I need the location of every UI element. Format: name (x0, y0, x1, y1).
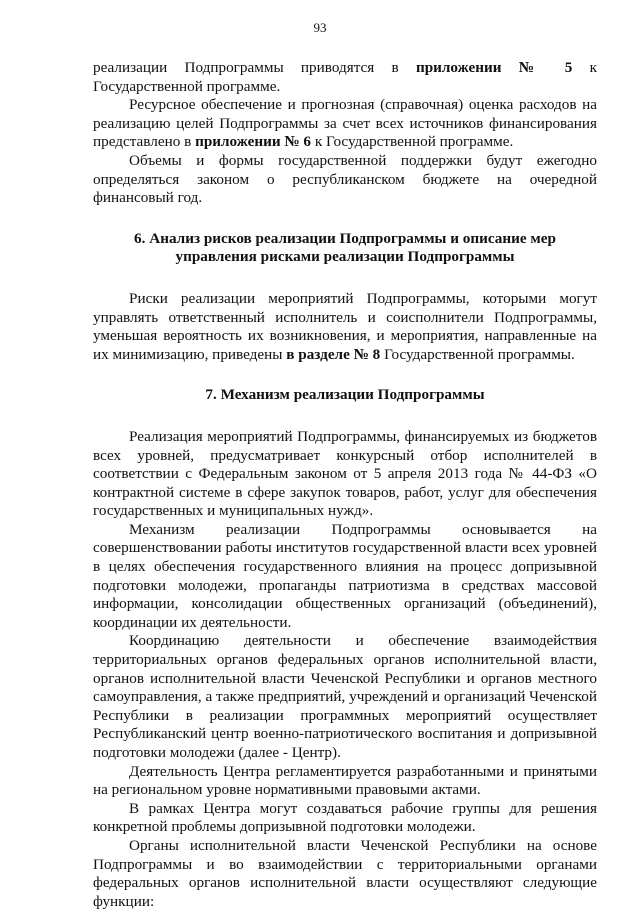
paragraph-mechanism-5: В рамках Центра могут создаваться рабочие группы для решения конкретной проблемы допризывной подготовки молодежи. (93, 799, 597, 836)
paragraph-mechanism-2: Механизм реализации Подпрограммы основывается на совершенствовании работы институтов государственной власти всех уровней в целях обеспечения государственного влияния на процесс допризывной подготовки молодежи, пропаганды патриотизма в средствах массовой информации, консолидации общественных организаций (объединений), координации их деятельности. (93, 520, 597, 631)
section-6-heading: 6. Анализ рисков реализации Подпрограммы и описание мер управления рисками реализации Подпрограммы (134, 229, 556, 266)
document-body (93, 59, 597, 911)
paragraph-text: реализации Подпрограммы приводятся в (93, 59, 416, 76)
paragraph-text: Риски реализации мероприятий Подпрограммы, которыми могут управлять ответственный исполнитель и соисполнители Подпрограммы, уменьшая вероятность их возникновения, и мероприятия, направленные на их минимизацию, приведены (93, 289, 597, 363)
paragraph-risks (93, 290, 597, 364)
paragraph-annex5 (93, 59, 597, 96)
page-number: 93 (313, 20, 327, 35)
section-reference: в разделе № 8 (286, 345, 381, 363)
paragraph-text: Государственной программы. (380, 345, 575, 363)
paragraph-text: к Государственной программе. (93, 59, 597, 95)
paragraph-text: к Государственной программе. (311, 133, 514, 151)
paragraph-mechanism-6: Органы исполнительной власти Чеченской Республики на основе Подпрограммы и во взаимодействии с территориальными органами федеральных органов исполнительной власти осуществляют следующие функции: (93, 836, 597, 910)
paragraph-mechanism-3: Координацию деятельности и обеспечение взаимодействия территориальных органов федеральных органов исполнительной власти, органов исполнительной власти Чеченской Республики и органов местного самоуправления, а также предприятий, учреждений и организаций Чеченской Республики в реализации программных мероприятий осуществляет Республиканский центр военно-патриотического воспитания и допризывной подготовки молодежи (далее - Центр). (93, 632, 597, 761)
annex-reference: приложении № 5 (415, 59, 573, 76)
paragraph-text: Ресурсное обеспечение и прогнозная (справочная) оценка расходов на реализацию целей Подпрограммы за счет всех источников финансирования представлено в (93, 96, 597, 151)
paragraph-resources (93, 96, 597, 152)
section-7-heading: 7. Механизм реализации Подпрограммы (205, 386, 485, 404)
paragraph-support: Объемы и формы государственной поддержки будут ежегодно определяться законом о республиканском бюджете на очередной финансовый год. (93, 151, 597, 207)
paragraph-mechanism-1: Реализация мероприятий Подпрограммы, финансируемых из бюджетов всех уровней, предусматривает конкурсный отбор исполнителей в соответствии с Федеральным законом от 5 апреля 2013 года № 44-ФЗ «О контрактной системе в сфере закупок товаров, работ, услуг для обеспечения государственных и муниципальных нужд». (93, 427, 597, 520)
annex-reference: приложении № 6 (195, 133, 312, 151)
paragraph-mechanism-4: Деятельность Центра регламентируется разработанными и принятыми на региональном уровне нормативными правовыми актами. (93, 762, 597, 799)
